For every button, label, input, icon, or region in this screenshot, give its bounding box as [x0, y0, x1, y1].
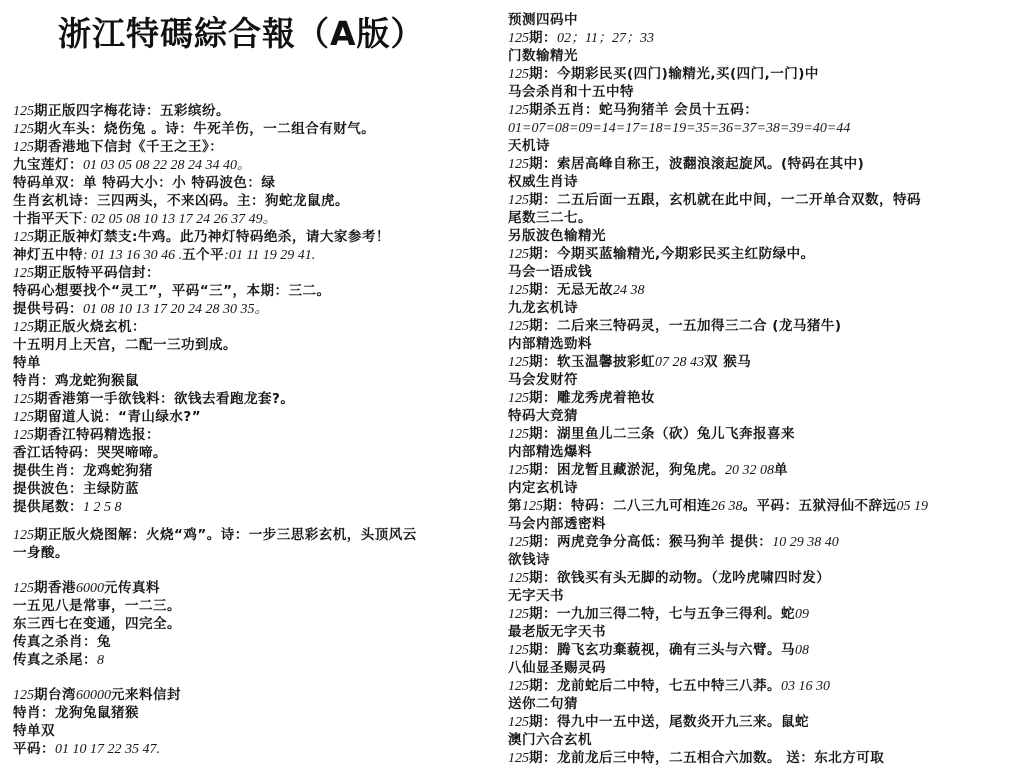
number-list: 8 [97, 653, 104, 668]
line-text: 期正版特平码信封： [34, 265, 160, 281]
period-number: 125 [13, 410, 34, 425]
text-line [508, 425, 795, 444]
text-line [508, 695, 578, 713]
line-text: 期：今期买蓝输精光,今期彩民买主红防绿中。 [529, 246, 815, 262]
period-number: 125 [508, 103, 529, 118]
line-text: 期：索居高峰自称王，波翻浪滚起旋风。(特码在其中) [529, 156, 865, 172]
period-number: 125 [508, 319, 529, 334]
text-line [13, 318, 146, 337]
text-line [13, 462, 153, 480]
number-list: 20 32 08 [725, 463, 774, 478]
amount-number: 6000 [76, 581, 104, 596]
text-line [13, 390, 294, 409]
text-line [508, 641, 809, 660]
text-line [508, 155, 864, 174]
text-line [13, 246, 315, 265]
line-text: 期台湾 [34, 687, 76, 703]
text-line [13, 210, 277, 229]
line-text: 权威生肖诗 [508, 174, 578, 190]
line-text: 期正版四字梅花诗：五彩缤纷。 [34, 103, 230, 119]
line-text: 期： [529, 30, 557, 46]
text-line [508, 515, 606, 533]
text-line [13, 444, 167, 462]
line-text: 九龙玄机诗 [508, 300, 578, 316]
period-number: 125 [508, 283, 529, 298]
line-label: 提供尾数： [13, 499, 83, 515]
number-list: 01 10 17 22 35 47. [55, 742, 160, 757]
text-line [508, 245, 815, 264]
text-line [13, 102, 230, 121]
line-text: 期：软玉温馨披彩虹 [529, 354, 655, 370]
line-label: 十指平天下 [13, 211, 83, 227]
line-text: 澳门六合玄机 [508, 732, 592, 748]
line-text: 香江话特码：哭哭啼啼。 [13, 445, 167, 461]
number-list: 03 16 30 [781, 679, 830, 694]
text-line [508, 569, 830, 588]
line-text: 特肖：鸡龙蛇狗猴鼠 [13, 373, 139, 389]
line-text: 无字天书 [508, 588, 564, 604]
line-text: 期：今期彩民买(四门)输精光,买(四门,一门)中 [529, 66, 819, 82]
line-text: 特肖：龙狗兔鼠猪猴 [13, 705, 139, 721]
line-text: 门数输精光 [508, 48, 578, 64]
text-line [508, 731, 592, 749]
period-number: 125 [508, 247, 529, 262]
number-list: : 02 05 08 10 13 17 24 26 37 49。 [83, 212, 277, 227]
line-text: 一身酸。 [13, 545, 69, 561]
text-line [508, 335, 592, 353]
period-number: 125 [13, 528, 34, 543]
text-line [13, 192, 349, 210]
period-number: 125 [508, 31, 529, 46]
number-list: 08 [795, 643, 809, 658]
line-text: 最老版无字天书 [508, 624, 606, 640]
line-label: 传真之杀尾： [13, 652, 97, 668]
line-text: 特码心想要找个“灵工”，平码“三”，本期：三二。 [13, 283, 331, 299]
line-text: 双 猴马 [704, 354, 752, 370]
number-list: 26 38 [711, 499, 743, 514]
text-line [508, 317, 842, 336]
line-text: 特码单双：单 特码大小：小 特码波色：绿 [13, 175, 276, 191]
period-number: 125 [508, 355, 529, 370]
text-line [508, 299, 578, 317]
line-text: 期正版神灯禁支:牛鸡。此乃神灯特码绝杀，请大家参考！ [34, 229, 390, 245]
line-text: 马会内部透密料 [508, 516, 606, 532]
line-text: 期留道人说：“青山绿水?” [34, 409, 202, 425]
line-text: 内部精选勁料 [508, 336, 592, 352]
text-line [13, 480, 139, 498]
line-text: 期：湖里鱼儿二三条（砍）兔儿飞奔报喜来 [529, 426, 795, 442]
number-list: :01 11 19 29 41. [224, 248, 316, 263]
period-number: 125 [13, 104, 34, 119]
text-line [13, 372, 139, 390]
line-text: 期：欲钱买有头无脚的动物。（龙吟虎啸四时发） [529, 570, 831, 586]
line-prefix: 第 [508, 498, 522, 514]
period-number: 125 [13, 122, 34, 137]
number-list: 24 38 [613, 283, 645, 298]
text-line [13, 704, 139, 722]
period-number: 125 [508, 67, 529, 82]
line-text: 期火车头：烧伤兔 。诗：牛死羊伤，一二组合有财气。 [34, 121, 376, 137]
text-line [13, 579, 160, 598]
period-number: 125 [13, 230, 34, 245]
line-text: 送你二句猜 [508, 696, 578, 712]
text-line [13, 120, 375, 139]
text-line [508, 551, 550, 569]
text-line [13, 426, 160, 445]
number-list: 05 19 [896, 499, 928, 514]
line-text: 特单双 [13, 723, 55, 739]
period-number: 125 [508, 157, 529, 172]
text-line [508, 29, 654, 48]
text-line [13, 282, 331, 300]
line-text: 期正版火烧图解：火烧“鸡”。诗：一步三思彩玄机，头顶风云 [34, 527, 417, 543]
number-list: 10 29 38 40 [772, 535, 839, 550]
text-line [13, 498, 122, 517]
period-number: 125 [508, 715, 529, 730]
text-line [13, 544, 69, 562]
text-line [13, 174, 275, 192]
text-line [508, 587, 564, 605]
text-line [508, 353, 751, 372]
line-text: 期：无忌无故 [529, 282, 613, 298]
period-number: 125 [508, 535, 529, 550]
number-list: : 01 13 16 30 46 . [83, 248, 183, 263]
line-label: 平码： [13, 741, 55, 757]
text-line [508, 11, 578, 29]
period-number: 125 [13, 392, 34, 407]
period-number: 125 [508, 463, 529, 478]
period-number: 125 [508, 391, 529, 406]
line-text: 期：一九加三得二特，七与五争三得利。蛇 [529, 606, 795, 622]
line-text: 期：困龙暂且藏淤泥，狗兔虎。 [529, 462, 725, 478]
line-label: 神灯五中特 [13, 247, 83, 263]
text-line [13, 264, 160, 283]
line-text: 提供生肖：龙鸡蛇狗猪 [13, 463, 153, 479]
text-line [13, 228, 390, 247]
text-line [508, 479, 578, 497]
period-number: 125 [13, 266, 34, 281]
line-text: 提供波色：主绿防蓝 [13, 481, 139, 497]
number-list: 01=07=08=09=14=17=18=19=35=36=37=38=39=40=44 [508, 121, 851, 136]
line-text: 特单 [13, 355, 41, 371]
text-line [508, 677, 830, 696]
line-label: 提供号码： [13, 301, 83, 317]
line-label: 九宝莲灯： [13, 157, 83, 173]
text-line [508, 83, 634, 101]
text-line [508, 263, 592, 281]
line-text: 期：特码：二八三九可相连 [543, 498, 711, 514]
page-title: 浙江特碼綜合報（A版） [58, 14, 425, 53]
number-list: 07 28 43 [655, 355, 704, 370]
line-text: 预测四码中 [508, 12, 578, 28]
number-list: 09 [795, 607, 809, 622]
line-text: 期：得九中一五中送，尾数炎开九三来。鼠蛇 [529, 714, 809, 730]
period-number: 125 [508, 607, 529, 622]
line-text: 期：二五后面一五跟，玄机就在此中间，一二开单合双数，特码 [529, 192, 921, 208]
line-text: 一五见八是常事，一二三。 [13, 598, 181, 614]
text-line [13, 686, 181, 705]
period-number: 125 [508, 571, 529, 586]
line-text: 元传真料 [104, 580, 160, 596]
line-text: 期杀五肖：蛇马狗猪羊 会员十五码： [529, 102, 759, 118]
line-text: 期香港地下信封《千王之王》： [34, 139, 224, 155]
text-line [508, 533, 839, 552]
text-line [508, 443, 592, 461]
text-line [508, 173, 578, 191]
line-text: 马会一语成钱 [508, 264, 592, 280]
number-list: 02；11；27；33 [557, 31, 654, 46]
period-number: 125 [508, 643, 529, 658]
period-number: 125 [13, 140, 34, 155]
text-line [13, 526, 417, 545]
line-text: 期香江特码精选报： [34, 427, 160, 443]
text-line [13, 615, 181, 633]
period-number: 125 [508, 751, 529, 766]
line-text: 。平码：五狱浔仙不辞远 [742, 498, 897, 514]
text-line [508, 191, 921, 210]
line-text: 期：龙前龙后三中特，二五相合六加数。 送：东北方可取 [529, 750, 885, 766]
text-line [13, 156, 251, 175]
period-number: 125 [508, 679, 529, 694]
text-line [13, 651, 104, 670]
line-text: 内定玄机诗 [508, 480, 578, 496]
text-line [508, 119, 850, 138]
line-text: 期：龙前蛇后二中特，七五中特三八莽。 [529, 678, 781, 694]
line-text: 期香港第一手欲钱料：欲钱去看跑龙套?。 [34, 391, 295, 407]
line-text: 期：二后来三特码灵，一五加得三二合 (龙马猪牛) [529, 318, 842, 334]
line-text: 生肖玄机诗：三四两头，不来凶码。主：狗蛇龙鼠虎。 [13, 193, 349, 209]
line-text: 天机诗 [508, 138, 550, 154]
text-line [508, 209, 592, 227]
line-text: 十五明月上天宫，二配一三功到成。 [13, 337, 237, 353]
amount-number: 60000 [76, 688, 111, 703]
text-line [508, 749, 884, 768]
text-line [13, 740, 160, 759]
period-number: 125 [508, 193, 529, 208]
line-text: 内部精选爆料 [508, 444, 592, 460]
period-number: 125 [13, 688, 34, 703]
line-text: 元来料信封 [111, 687, 181, 703]
text-line [508, 623, 606, 641]
text-line [508, 713, 809, 732]
line-text: 期：雕龙秀虎着艳妆 [529, 390, 655, 406]
text-line [508, 605, 809, 624]
line-text: 期：腾飞玄功棄藐视，确有三头与六臂。马 [529, 642, 795, 658]
line-text: 马会杀肖和十五中特 [508, 84, 634, 100]
line-label: 五个平 [182, 247, 225, 263]
text-line [13, 336, 237, 354]
text-line [508, 281, 645, 300]
period-number: 125 [522, 499, 543, 514]
text-line [508, 389, 655, 408]
text-line [13, 354, 41, 372]
text-line [508, 371, 578, 389]
line-text: 八仙显圣赐灵码 [508, 660, 606, 676]
text-line [508, 461, 788, 480]
line-text: 期香港 [34, 580, 76, 596]
line-text: 期：两虎竞争分高低：猴马狗羊 提供： [529, 534, 773, 550]
period-number: 125 [13, 581, 34, 596]
line-text: 东三西七在变通，四完全。 [13, 616, 181, 632]
text-line [508, 65, 819, 84]
period-number: 125 [13, 320, 34, 335]
text-line [13, 408, 201, 427]
line-text: 特码大竞猜 [508, 408, 578, 424]
line-text: 另版波色输精光 [508, 228, 606, 244]
line-text: 单 [774, 462, 788, 478]
period-number: 125 [508, 427, 529, 442]
text-line [13, 300, 269, 319]
number-list: 01 03 05 08 22 28 24 34 40。 [83, 158, 251, 173]
text-line [508, 497, 928, 516]
line-text: 欲钱诗 [508, 552, 550, 568]
text-line [508, 407, 578, 425]
line-text: 马会发财符 [508, 372, 578, 388]
text-line [508, 137, 550, 155]
text-line [13, 722, 55, 740]
text-line [13, 138, 223, 157]
text-line [508, 101, 758, 120]
number-list: 1 2 5 8 [83, 500, 122, 515]
line-text: 传真之杀肖：兔 [13, 634, 111, 650]
text-line [508, 659, 606, 677]
number-list: 01 08 10 13 17 20 24 28 30 35。 [83, 302, 269, 317]
text-line [508, 47, 578, 65]
period-number: 125 [13, 428, 34, 443]
text-line [508, 227, 606, 245]
line-text: 期正版火烧玄机： [34, 319, 146, 335]
text-line [13, 633, 111, 651]
text-line [13, 597, 181, 615]
line-text: 尾数三二七。 [508, 210, 592, 226]
